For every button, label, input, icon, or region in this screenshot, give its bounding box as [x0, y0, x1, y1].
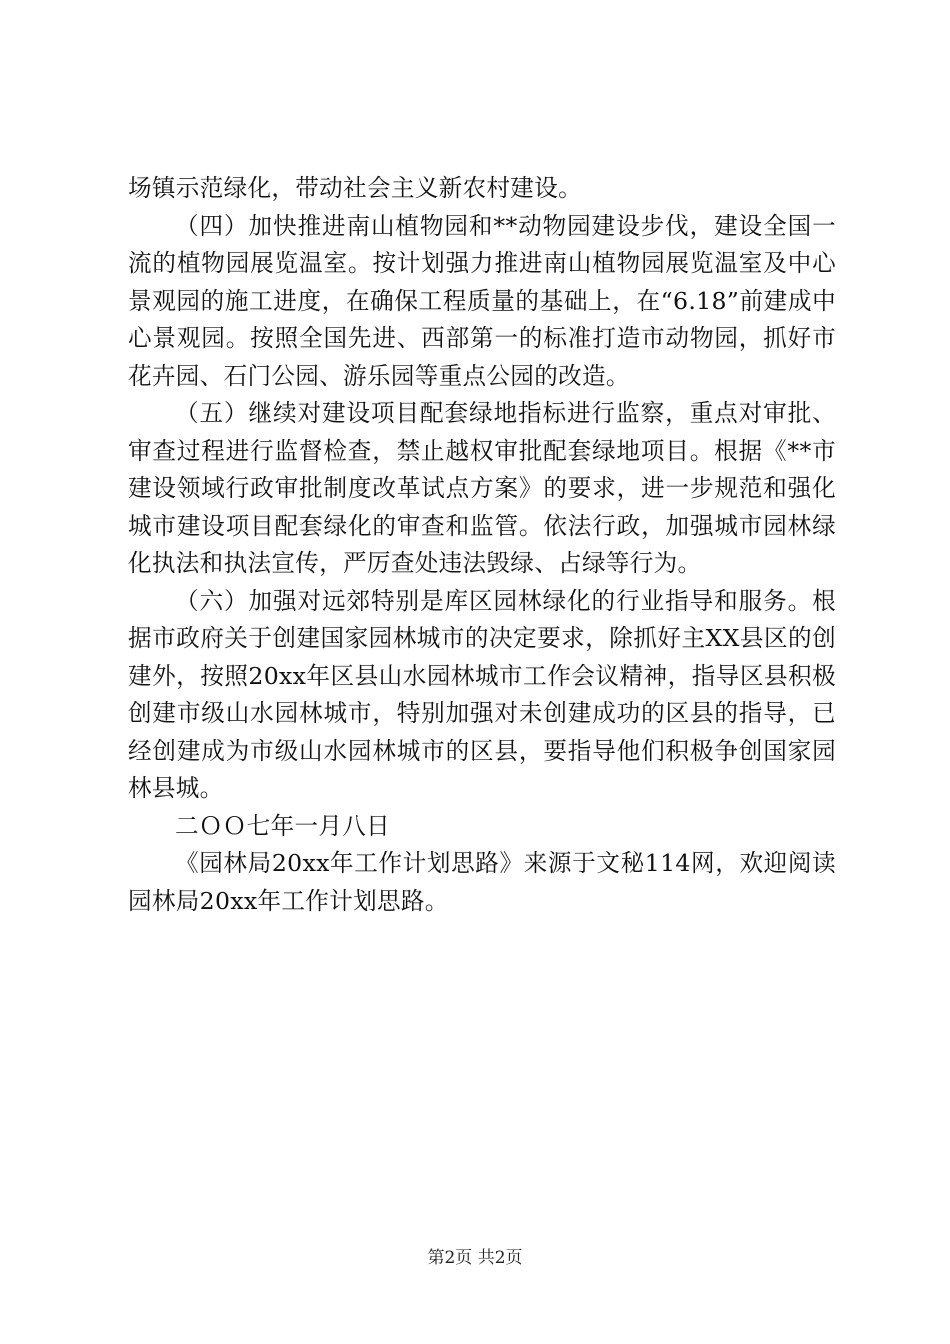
page-number-footer: 第2页 共2页: [427, 1248, 523, 1268]
paragraph-section-5: （五）继续对建设项目配套绿地指标进行监察，重点对审批、审查过程进行监督检查，禁止越权审批配套绿地项目。根据《**市建设领域行政审批制度改革试点方案》的要求，进一步规范和强化城市建设项目配套绿化的审查和监管。依法行政，加强城市园林绿化执法和执法宣传，严厉查处违法毁绿、占绿等行为。: [128, 399, 836, 577]
document-date: 二ＯＯ七年一月八日: [175, 811, 391, 840]
paragraph-section-6: （六）加强对远郊特别是库区园林绿化的行业指导和服务。根据市政府关于创建国家园林城市的决定要求，除抓好主XX县区的创建外，按照20xx年区县山水园林城市工作会议精神，指导区县积极创建市级山水园林城市，特别加强对未创建成功的区县的指导，已经创建成为市级山水园林城市的区县，要指导他们积极争创国家园林县城。: [128, 586, 836, 802]
paragraph-section-4: （四）加快推进南山植物园和**动物园建设步伐，建设全国一流的植物园展览温室。按计划强力推进南山植物园展览温室及中心景观园的施工进度，在确保工程质量的基础上，在“6.18”前建成中心景观园。按照全国先进、西部第一的标准打造市动物园，抓好市花卉园、石门公园、游乐园等重点公园的改造。: [128, 211, 836, 390]
source-note: 《园林局20xx年工作计划思路》来源于文秘114网，欢迎阅读园林局20xx年工作计划思路。: [128, 849, 836, 915]
document-body: [128, 170, 836, 920]
paragraph-continuation: 场镇示范绿化，带动社会主义新农村建设。: [128, 174, 582, 202]
